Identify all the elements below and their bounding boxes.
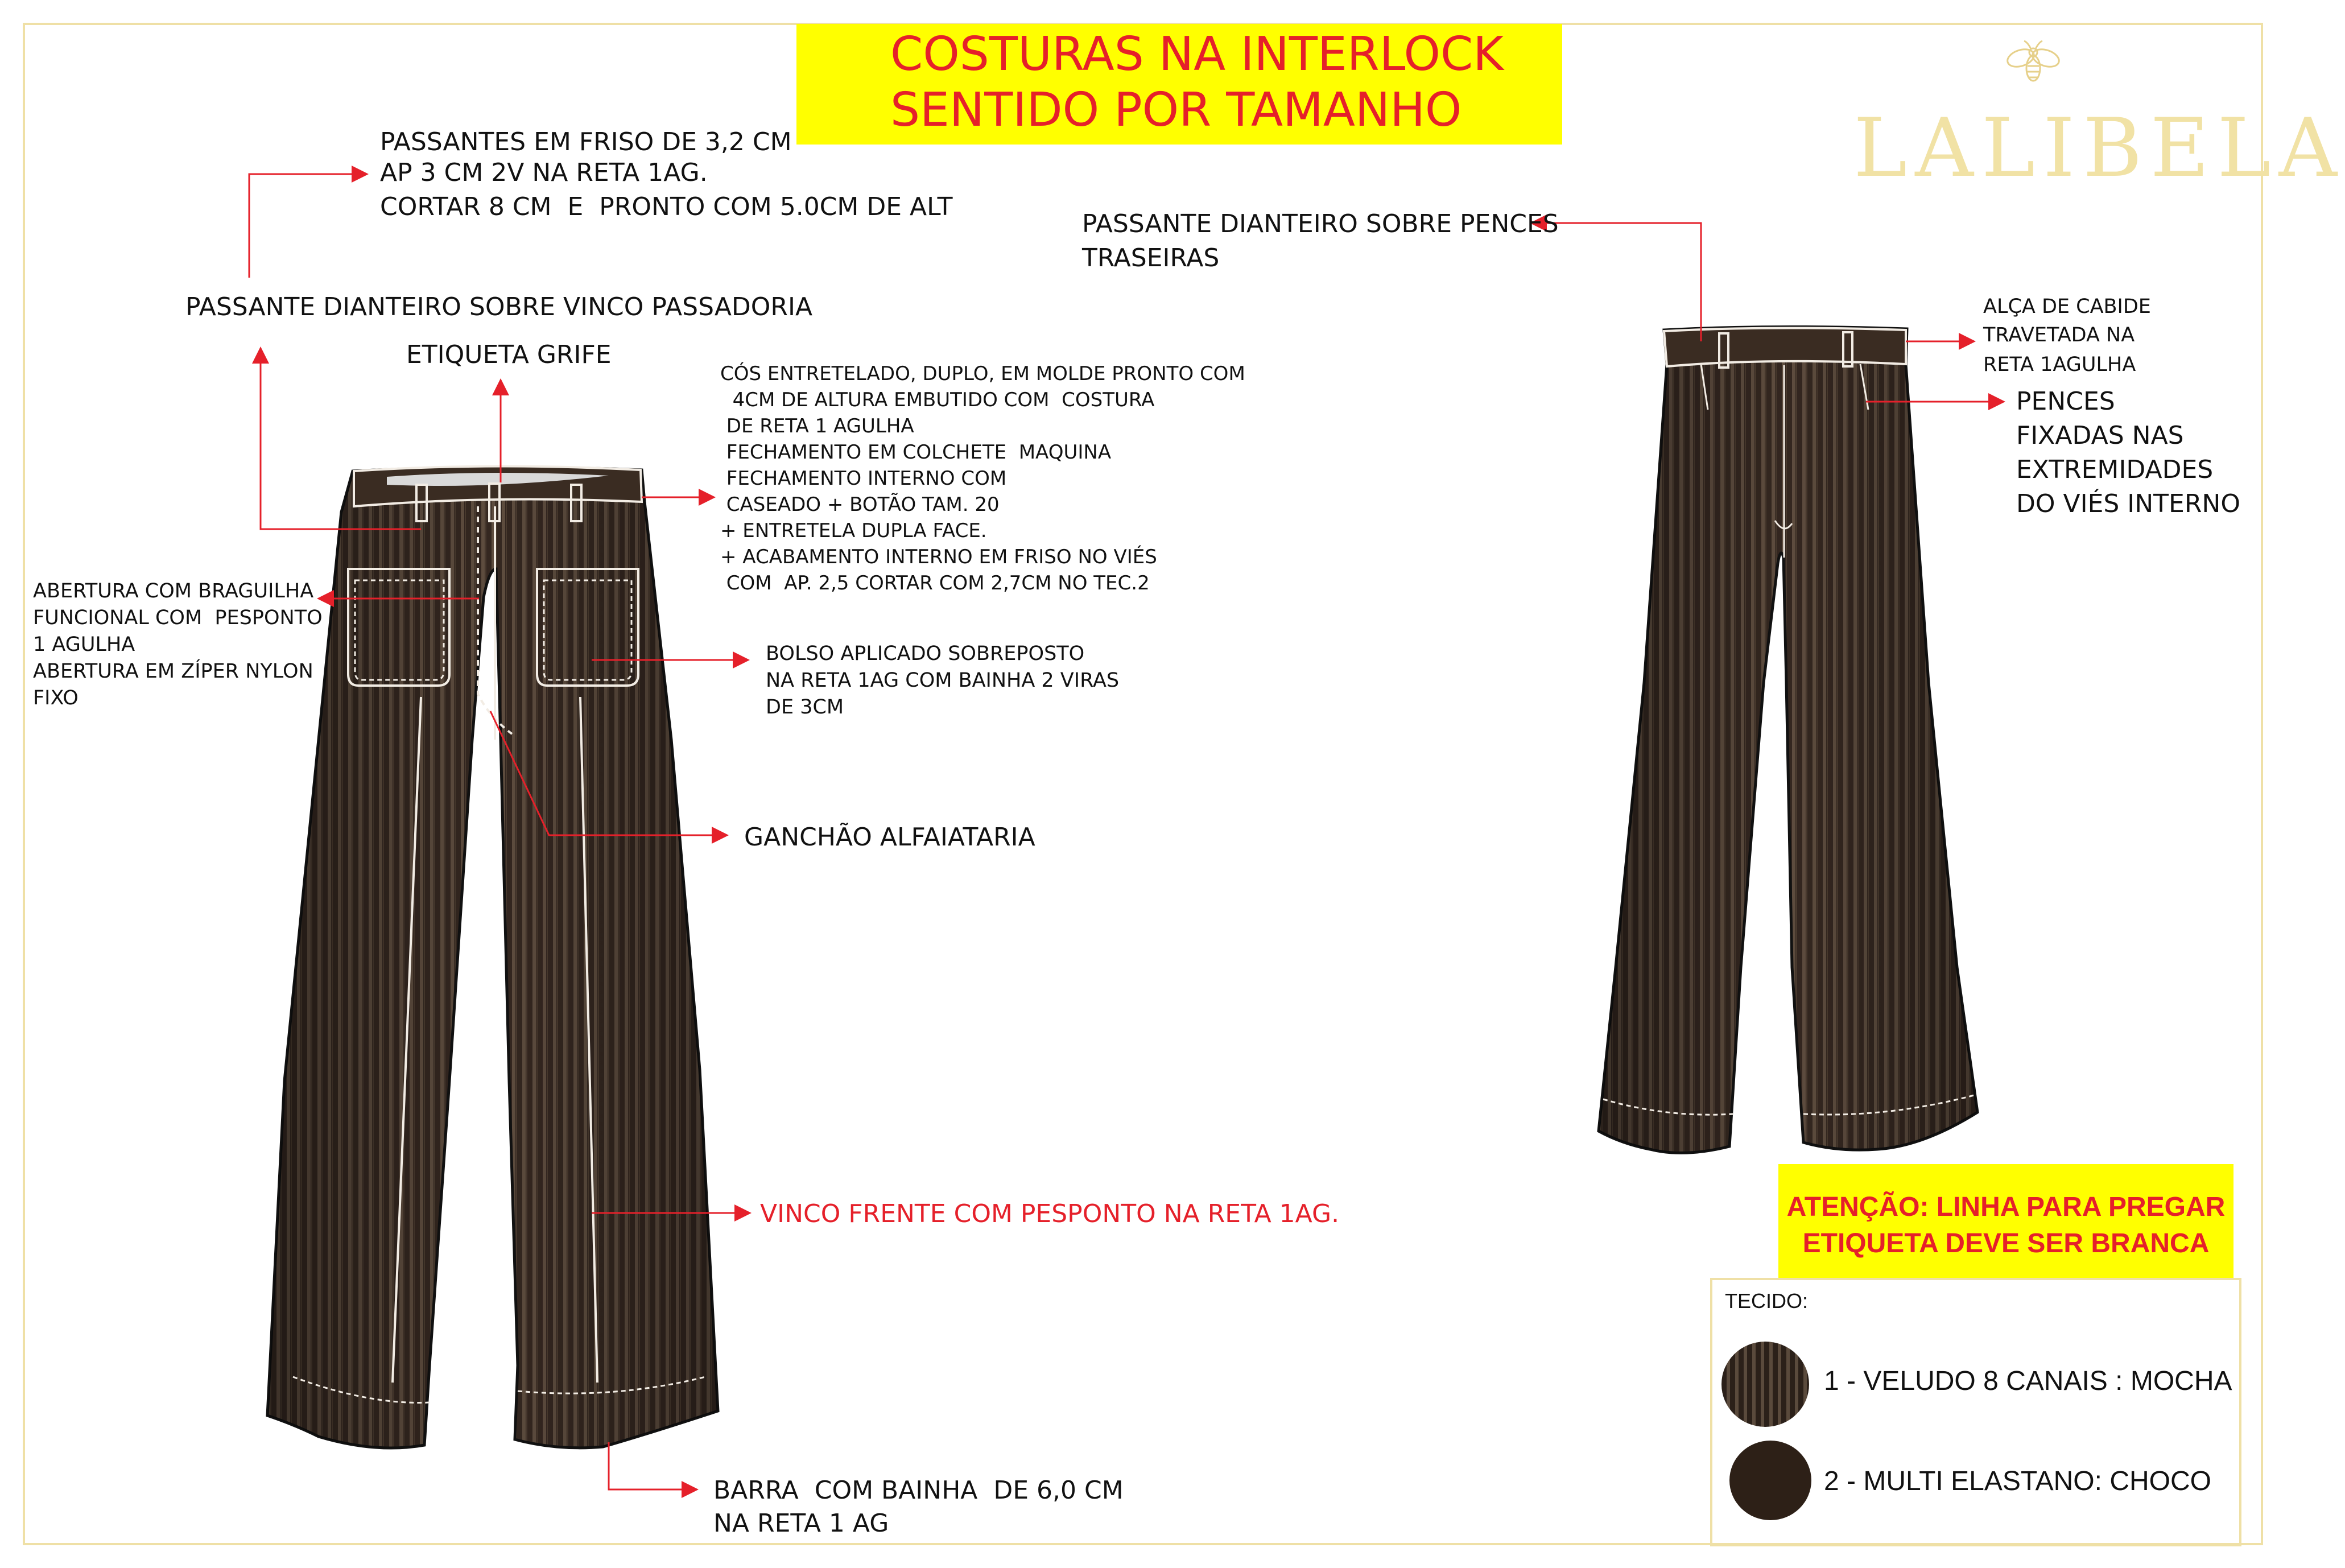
warning-line-1: ATENÇÃO: LINHA PARA PREGAR <box>1786 1192 2226 1222</box>
darts-note-line-3: EXTREMIDADES <box>2016 455 2214 484</box>
warning-line-2: ETIQUETA DEVE SER BRANCA <box>1802 1228 2210 1258</box>
fabric-swatch-1 <box>1721 1342 1809 1427</box>
fly-note-line-5: FIXO <box>33 687 79 709</box>
back-loop-note-line-1: PASSANTE DIANTEIRO SOBRE PENCES <box>1082 209 1559 238</box>
pocket-note-line-2: NA RETA 1AG COM BAINHA 2 VIRAS <box>766 669 1120 692</box>
fly-note-line-3: 1 AGULHA <box>33 633 135 656</box>
waistband-note-line-9: COM AP. 2,5 CORTAR COM 2,7CM NO TEC.2 <box>720 572 1150 595</box>
label-tag-note: ETIQUETA GRIFE <box>406 340 612 369</box>
front-loop-note: PASSANTE DIANTEIRO SOBRE VINCO PASSADORIA <box>185 292 813 321</box>
pocket-note-line-1: BOLSO APLICADO SOBREPOSTO <box>766 642 1085 665</box>
darts-note-line-1: PENCES <box>2016 387 2115 416</box>
hanger-loop-note-line-1: ALÇA DE CABIDE <box>1983 295 2151 318</box>
fabric-legend-title: TECIDO: <box>1725 1289 1809 1313</box>
arrow-hem <box>609 1442 697 1489</box>
waistband-note-line-3: DE RETA 1 AGULHA <box>720 415 914 438</box>
header-line-1: COSTURAS NA INTERLOCK <box>890 27 1504 81</box>
back-pants-view <box>1599 327 1977 1153</box>
waistband-note-line-1: CÓS ENTRETELADO, DUPLO, EM MOLDE PRONTO COM <box>720 362 1245 385</box>
front-waistband <box>354 466 642 506</box>
hem-note-line-2: NA RETA 1 AG <box>713 1509 889 1538</box>
back-loop-note-line-2: TRASEIRAS <box>1082 244 1220 273</box>
fabric-legend <box>1710 1278 2241 1546</box>
fly-note-line-2: FUNCIONAL COM PESPONTO <box>33 606 323 629</box>
darts-note-line-4: DO VIÉS INTERNO <box>2016 489 2240 518</box>
crotch-note: GANCHÃO ALFAIATARIA <box>744 823 1035 852</box>
crease-note: VINCO FRENTE COM PESPONTO NA RETA 1AG. <box>760 1199 1340 1228</box>
warning-banner <box>1778 1164 2233 1278</box>
waistband-note-line-5: FECHAMENTO INTERNO COM <box>720 467 1007 490</box>
fly-note-line-1: ABERTURA COM BRAGUILHA <box>33 580 314 603</box>
waistband-note-line-7: + ENTRETELA DUPLA FACE. <box>720 519 987 542</box>
belt-loops-note-line-1: PASSANTES EM FRISO DE 3,2 CM <box>380 127 792 156</box>
belt-loops-note-line-3: CORTAR 8 CM E PRONTO COM 5.0CM DE ALT <box>380 192 953 221</box>
header-line-2: SENTIDO POR TAMANHO <box>890 83 1462 137</box>
fabric-item-2: 2 - MULTI ELASTANO: CHOCO <box>1824 1466 2211 1496</box>
belt-loops-note-line-2: AP 3 CM 2V NA RETA 1AG. <box>380 158 708 187</box>
waistband-note-line-4: FECHAMENTO EM COLCHETE MAQUINA <box>720 441 1112 464</box>
darts-note-line-2: FIXADAS NAS <box>2016 421 2184 450</box>
hanger-loop-note-line-3: RETA 1AGULHA <box>1983 353 2136 376</box>
arrow-belt-loops <box>249 174 367 278</box>
fabric-swatch-2 <box>1729 1441 1811 1520</box>
waistband-note-line-6: CASEADO + BOTÃO TAM. 20 <box>720 493 1000 516</box>
hem-note-line-1: BARRA COM BAINHA DE 6,0 CM <box>713 1476 1124 1505</box>
fabric-item-1: 1 - VELUDO 8 CANAIS : MOCHA <box>1824 1366 2232 1396</box>
waistband-note-line-2: 4CM DE ALTURA EMBUTIDO COM COSTURA <box>720 389 1155 411</box>
front-pants-view <box>267 466 718 1448</box>
fly-note-line-4: ABERTURA EM ZÍPER NYLON <box>33 660 313 683</box>
hanger-loop-note-line-2: TRAVETADA NA <box>1983 324 2135 346</box>
brand-logo-text: LALIBELA <box>1853 101 2345 195</box>
waistband-note-line-8: + ACABAMENTO INTERNO EM FRISO NO VIÉS <box>720 546 1157 568</box>
pocket-note-line-3: DE 3CM <box>766 696 844 719</box>
